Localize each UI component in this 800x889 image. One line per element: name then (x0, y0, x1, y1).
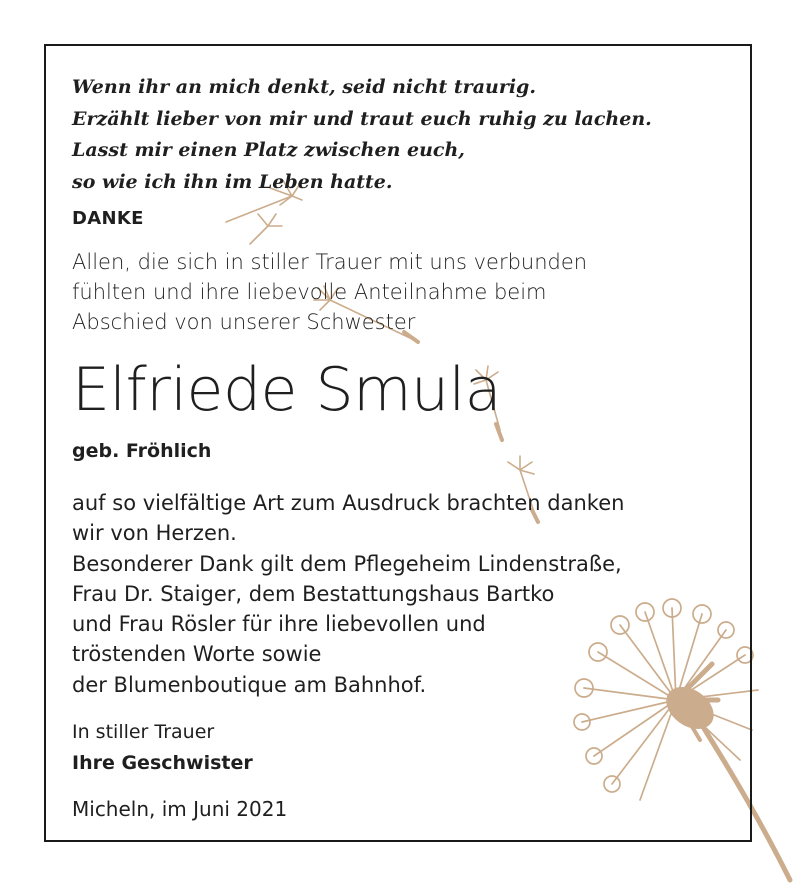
poem-line: so wie ich ihn im Leben hatte. (72, 170, 393, 193)
body-line: wir von Herzen. (72, 521, 237, 546)
place-date: Micheln, im Juni 2021 (72, 797, 288, 821)
body-line: Frau Dr. Staiger, dem Bestattungshaus Bartko (72, 581, 555, 606)
intro-line: Allen, die sich in stiller Trauer mit uns verbunden (72, 250, 588, 274)
poem-line: Lasst mir einen Platz zwischen euch, (72, 139, 465, 161)
birth-name: geb. Fröhlich (72, 440, 212, 462)
body-line: der Blumenboutique am Bahnhof. (72, 672, 427, 697)
mourning-line: In stiller Trauer (72, 721, 215, 743)
mourning-signature (72, 717, 253, 779)
body-line: tröstenden Worte sowie (72, 642, 322, 667)
poem-line: Wenn ihr an mich denkt, seid nicht traurig. (72, 76, 536, 98)
deceased-name: Elfriede Smula (72, 355, 502, 425)
body-line: Besonderer Dank gilt dem Pflegeheim Lindenstraße, (72, 551, 622, 576)
poem (72, 72, 652, 198)
body-line: und Frau Rösler für ihre liebevollen und (72, 612, 486, 637)
intro-line: Abschied von unserer Schwester (72, 310, 416, 334)
body-line: auf so vielfältige Art zum Ausdruck brachten danken (72, 491, 625, 515)
intro-line: fühlten und ihre liebevolle Anteilnahme beim (72, 280, 547, 304)
signers: Ihre Geschwister (72, 752, 253, 774)
thanks-body (72, 488, 624, 700)
poem-line: Erzählt lieber von mir und traut euch ruhig zu lachen. (72, 107, 652, 130)
thanks-intro (72, 247, 587, 337)
thanks-heading: DANKE (72, 208, 144, 229)
